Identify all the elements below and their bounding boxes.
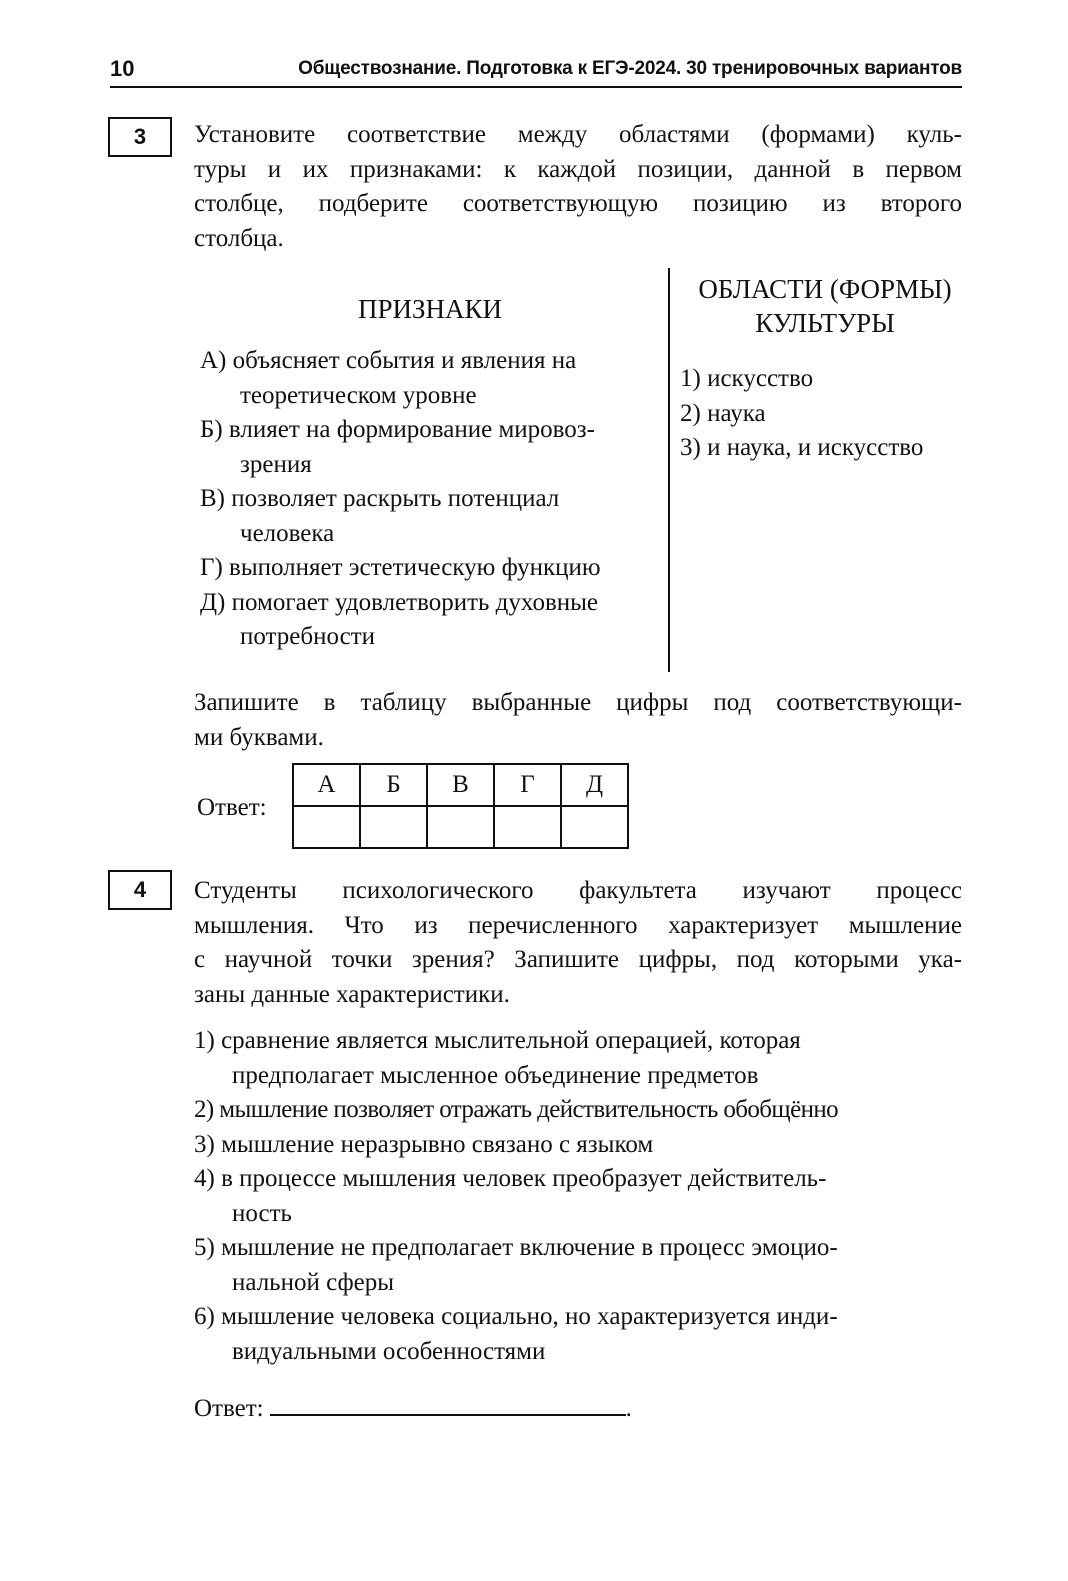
task-number-box: 4 [108, 870, 172, 910]
option-item [194, 1231, 962, 1300]
option-line: 4) в процессе мышления человек преобразует действитель- [194, 1165, 827, 1192]
prompt-line: столбце, подберите соответствующую позицию из второго [194, 190, 962, 217]
area-item: 1) искусство [680, 365, 814, 392]
feature-item [200, 413, 660, 482]
answer-cell[interactable] [360, 806, 427, 848]
feature-item [200, 551, 660, 586]
answer-cell[interactable] [427, 806, 494, 848]
answer-period: . [625, 1395, 632, 1422]
option-item [194, 1093, 962, 1128]
option-line: 3) мышление неразрывно связано с языком [194, 1130, 654, 1158]
task4-prompt [194, 874, 962, 1012]
prompt-line: Студенты психологического факультета изучают процесс [194, 877, 962, 904]
answer-table-header-row [293, 764, 628, 806]
option-line: 5) мышление не предполагает включение в процесс эмоцио- [194, 1234, 838, 1261]
option-line: видуальными особенностями [232, 1337, 546, 1365]
prompt-line: туры и их признаками: к каждой позиции, данной в первом [194, 155, 962, 183]
areas-header-line: ОБЛАСТИ (ФОРМЫ) [698, 274, 952, 304]
feature-item [200, 344, 660, 413]
areas-header [680, 272, 970, 340]
answer-letter: А [293, 764, 360, 806]
option-item [194, 1162, 962, 1231]
answer-cell[interactable] [561, 806, 628, 848]
answer-cell[interactable] [494, 806, 561, 848]
feature-line: В) позволяет раскрыть потенциал [200, 485, 560, 512]
answer-cell[interactable] [293, 806, 360, 848]
prompt-line: столбца. [194, 224, 284, 252]
column-divider [668, 268, 670, 672]
prompt-line: мышления. Что из перечисленного характеризует мышление [194, 911, 962, 939]
feature-line: зрения [240, 450, 312, 478]
task4-answer [194, 1388, 632, 1423]
answer-letter: В [427, 764, 494, 806]
answer-label: Ответ: [194, 1395, 264, 1422]
prompt-line: с научной точки зрения? Запишите цифры, под которыми ука- [194, 946, 962, 973]
feature-line: потребности [240, 623, 375, 650]
instruction-line: Запишите в таблицу выбранные цифры под соответствующи- [194, 689, 962, 716]
area-item: 2) наука [680, 399, 766, 427]
task3-instruction [194, 686, 962, 755]
feature-item [200, 586, 660, 655]
task3-prompt [194, 118, 962, 256]
prompt-line: Установите соответствие между областями (формами) куль- [194, 121, 962, 148]
instruction-line: ми буквами. [194, 723, 324, 751]
option-item [194, 1128, 962, 1163]
feature-line: Г) выполняет эстетическую функцию [200, 554, 601, 581]
answer-line[interactable] [270, 1388, 626, 1416]
feature-line: человека [240, 519, 335, 547]
answer-table [292, 763, 629, 849]
task-number-box: 3 [108, 117, 172, 157]
option-line: нальной сферы [232, 1268, 395, 1296]
running-title: Обществознание. Подготовка к ЕГЭ-2024. 30 тренировочных вариантов [298, 58, 962, 79]
feature-line: А) объясняет события и явления на [200, 347, 577, 374]
answer-letter: Г [494, 764, 561, 806]
areas-header-line: КУЛЬТУРЫ [755, 308, 895, 338]
option-line: ность [232, 1199, 292, 1227]
features-header: ПРИЗНАКИ [357, 294, 503, 324]
option-line: 1) сравнение является мыслительной операцией, которая [194, 1027, 801, 1054]
option-item [194, 1024, 962, 1093]
page-header [110, 56, 962, 88]
option-line: 2) мышление позволяет отражать действительность обобщённо [194, 1096, 839, 1123]
page-number: 10 [110, 56, 135, 81]
answer-letter: Д [561, 764, 628, 806]
answer-letter: Б [360, 764, 427, 806]
option-item [194, 1300, 962, 1369]
prompt-line: заны данные характеристики. [194, 980, 510, 1008]
option-line: предполагает мысленное объединение предметов [232, 1061, 759, 1089]
area-item: 3) и наука, и искусство [680, 434, 924, 461]
areas-column [680, 272, 970, 466]
answer-table-input-row [293, 806, 628, 848]
feature-line: теоретическом уровне [240, 381, 477, 409]
features-column [200, 282, 660, 655]
task4-options [194, 1024, 962, 1369]
feature-item [200, 482, 660, 551]
feature-line: Б) влияет на формирование мировоз- [200, 416, 595, 443]
feature-line: Д) помогает удовлетворить духовные [200, 588, 599, 616]
option-line: 6) мышление человека социально, но характеризуется инди- [194, 1303, 838, 1330]
answer-label: Ответ: [197, 794, 267, 821]
